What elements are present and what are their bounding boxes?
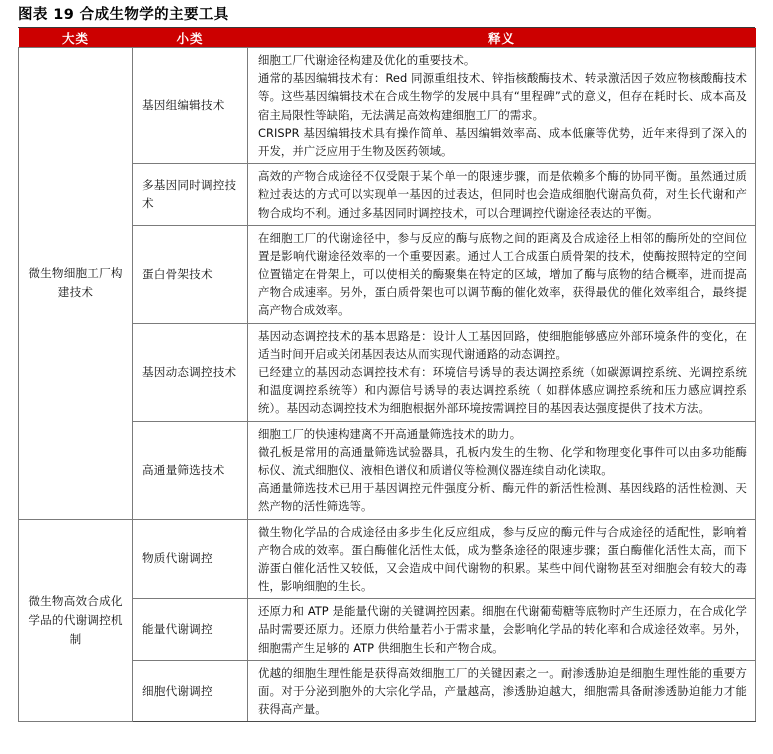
table-row: [19, 519, 756, 599]
definition-paragraph: 通常的基因编辑技术有：Red 同源重组技术、锌指核酸酶技术、转录激活因子效应物核酸酶技术等。这些基因编辑技术在合成生物学的发展中具有“里程碑”式的意义，但存在耗时长、成本高及宿主局限性等缺陷，无法满足高效构建细胞工厂的需求。: [258, 71, 747, 122]
header-definition: 释义: [248, 28, 756, 48]
subcategory-cell: 高通量筛选技术: [133, 421, 248, 519]
definition-paragraph: 在细胞工厂的代谢途径中，参与反应的酶与底物之间的距离及合成途径上相邻的酶所处的空间位置是影响代谢途径效率的一个重要因素。通过人工合成蛋白质骨架的技术，使酶按照特定的空间位置锚定在骨架上，可以使相关的酶聚集在特定的区域，增加了酶与底物的结合概率，进而提高产物合成速率。另外，蛋白质骨架也可以调节酶的催化效率，获得最优的催化效率组合，最终提高产物合成效率。: [258, 230, 747, 318]
definition-paragraph: 高通量筛选技术已用于基因调控元件强度分析、酶元件的新活性检测、基因线路的活性检测、天然产物的活性筛选等。: [258, 481, 747, 514]
definition-paragraph: 高效的产物合成途径不仅受限于某个单一的限速步骤，而是依赖多个酶的协同平衡。虽然通过质粒过表达的方式可以实现单一基因的过表达，但同时也会造成细胞代谢高负荷，对生长代谢和产物合成均不利。通过多基因同时调控技术，可以合理调控代谢途径表达的平衡。: [258, 169, 747, 220]
definition-cell: [248, 421, 756, 519]
table-row: [19, 48, 756, 164]
definition-paragraph: CRISPR 基因编辑技术具有操作简单、基因编辑效率高、成本低廉等优势，近年来得到了深入的开发，并广泛应用于生物及医药领域。: [258, 125, 747, 158]
definition-cell: [248, 48, 756, 164]
definition-paragraph: 细胞工厂代谢途径构建及优化的重要技术。: [258, 53, 476, 67]
subcategory-cell: 基因动态调控技术: [133, 323, 248, 421]
subcategory-cell: 能量代谢调控: [133, 599, 248, 661]
table-header: [19, 28, 756, 48]
header-category: 大类: [19, 28, 133, 48]
header-subcategory: 小类: [133, 28, 248, 48]
header-row: [19, 28, 756, 48]
subcategory-cell: 多基因同时调控技术: [133, 164, 248, 226]
definition-paragraph: 优越的细胞生理性能是获得高效细胞工厂的关键因素之一。耐渗透胁迫是细胞生理性能的重要方面。对于分泌到胞外的大宗化学品，产量越高，渗透胁迫越大，细胞需具备耐渗透胁迫能力才能获得高产量。: [258, 665, 747, 717]
subcategory-cell: 基因组编辑技术: [133, 48, 248, 164]
subcategory-cell: 蛋白骨架技术: [133, 225, 248, 323]
definition-cell: [248, 519, 756, 599]
definition-paragraph: 已经建立的基因动态调控技术有：环境信号诱导的表达调控系统（如碳源调控系统、光调控系统和温度调控系统等）和内源信号诱导的表达调控系统（ 如群体感应调控系统和压力感应调控系统）。基因动态调控技术为细胞根据外部环境按需调控目的基因表达强度提供了技术方法。: [258, 365, 747, 416]
definition-cell: [248, 323, 756, 421]
definition-paragraph: 微孔板是常用的高通量筛选试验器具，孔板内发生的生物、化学和物理变化事件可以由多功能酶标仪、流式细胞仪、液相色谱仪和质谱仪等检测仪器连续自动化读取。: [258, 444, 747, 477]
table-body: [19, 48, 756, 722]
definition-paragraph: 还原力和 ATP 是能量代谢的关键调控因素。细胞在代谢葡萄糖等底物时产生还原力，在合成化学品时需要还原力。还原力供给量若小于需求量，会影响化学品的转化率和合成途径效率。另外， 细胞需产生足够的 ATP 供细胞生长和产物合成。: [258, 604, 747, 655]
synthetic-biology-tools-table: [18, 28, 756, 722]
subcategory-cell: 细胞代谢调控: [133, 660, 248, 722]
definition-cell: [248, 660, 756, 722]
figure-title: 图表 19 合成生物学的主要工具: [18, 7, 229, 23]
definition-paragraph: 细胞工厂的快速构建离不开高通量筛选技术的助力。: [258, 426, 522, 441]
definition-paragraph: 基因动态调控技术的基本思路是：设计人工基因回路，使细胞能够感应外部环境条件的变化，在适当时间开启或关闭基因表达从而实现代谢通路的动态调控。: [258, 328, 747, 361]
category-cell: 微生物细胞工厂构建技术: [19, 48, 133, 520]
definition-cell: [248, 599, 756, 661]
category-cell: 微生物高效合成化学品的代谢调控机制: [19, 519, 133, 722]
subcategory-cell: 物质代谢调控: [133, 519, 248, 599]
definition-cell: [248, 164, 756, 226]
definition-paragraph: 微生物化学品的合成途径由多步生化反应组成，参与反应的酶元件与合成途径的适配性，影响着产物合成的效率。蛋白酶催化活性太低，成为整条途径的限速步骤；蛋白酶催化活性太高，而下游蛋白催化活性又较低，又会造成中间代谢物的积累。某些中间代谢物甚至对细胞会有较大的毒性，影响细胞的生长。: [258, 524, 747, 594]
definition-cell: [248, 225, 756, 323]
